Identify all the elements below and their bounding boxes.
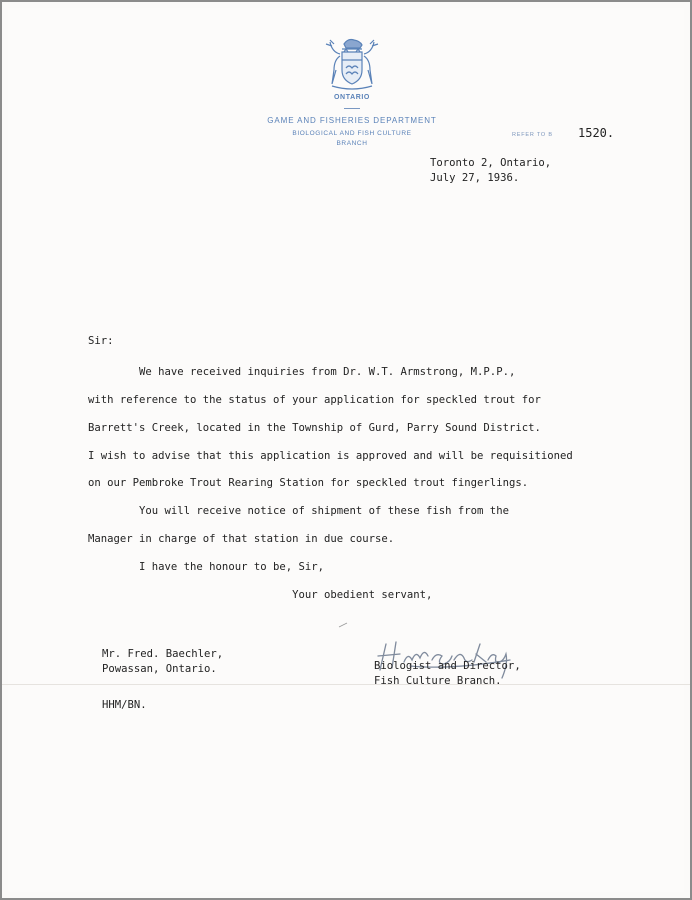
body-line: We have received inquiries from Dr. W.T. Armstrong, M.P.P.,: [88, 366, 516, 378]
letterhead-province: ONTARIO: [334, 94, 370, 101]
paper-fold-line: [2, 684, 690, 685]
body-line: I wish to advise that this application is approved and will be requisitioned: [88, 450, 573, 462]
refer-number: 1520.: [578, 126, 615, 140]
body-line: You will receive notice of shipment of these fish from the: [88, 505, 509, 517]
body-line: Manager in charge of that station in due course.: [88, 533, 395, 545]
body-line: I have the honour to be, Sir,: [88, 561, 324, 573]
dateline-date: July 27, 1936.: [430, 172, 520, 184]
recipient-location: Powassan, Ontario.: [102, 663, 217, 675]
reference-initials: HHM/BN.: [102, 699, 147, 711]
letterhead-divider: [344, 108, 360, 109]
body-line: Barrett's Creek, located in the Township of Gurd, Parry Sound District.: [88, 422, 541, 434]
pencil-mark-icon: [338, 622, 348, 628]
closing-line: Your obedient servant,: [88, 589, 433, 601]
body-line: with reference to the status of your application for speckled trout for: [88, 394, 541, 406]
letterhead-branch-line2: BRANCH: [336, 140, 368, 147]
ontario-coat-of-arms-icon: [320, 34, 384, 94]
letterhead-branch-line1: BIOLOGICAL AND FISH CULTURE: [292, 130, 412, 137]
recipient-name: Mr. Fred. Baechler,: [102, 648, 224, 660]
body-line: on our Pembroke Trout Rearing Station for speckled trout fingerlings.: [88, 477, 529, 489]
letterhead-department: GAME AND FISHERIES DEPARTMENT: [267, 116, 437, 125]
refer-label: REFER TO B: [512, 132, 553, 138]
salutation: Sir:: [88, 335, 114, 347]
dateline-place: Toronto 2, Ontario,: [430, 157, 552, 169]
signatory-title: Biologist and Director,: [374, 660, 521, 672]
signatory-branch: Fish Culture Branch.: [374, 675, 502, 687]
